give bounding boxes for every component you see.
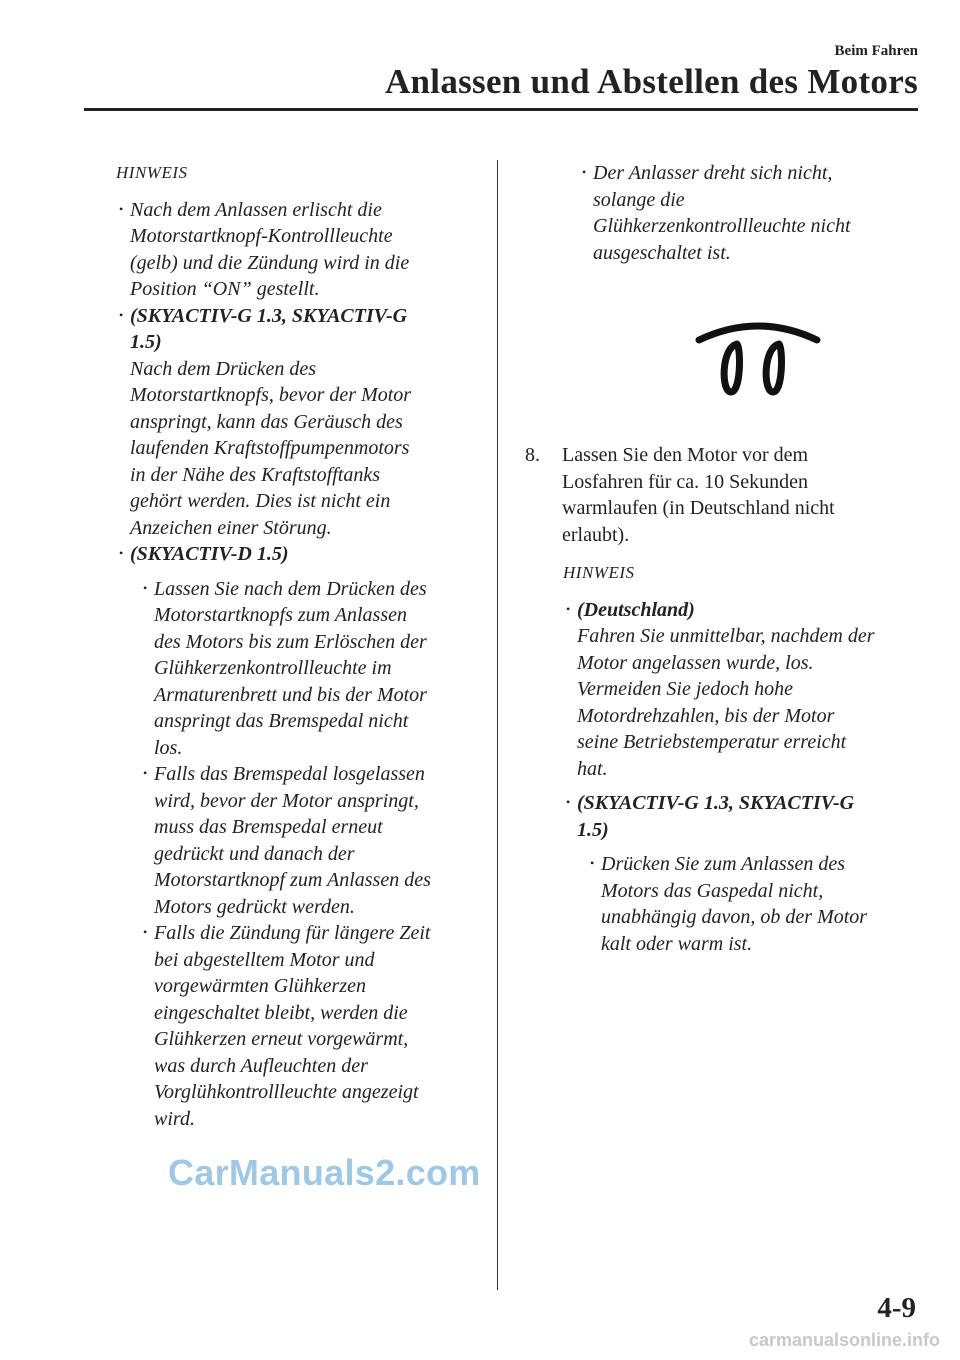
- sub-item-brake-released: [140, 761, 476, 920]
- text-line: Motordrehzahlen, bis der Motor: [577, 704, 835, 727]
- note-item-skyactiv-d: [116, 541, 476, 568]
- text-line: Motorstartknopf zum Anlassen des: [154, 869, 431, 891]
- sub-item-brake-hold: [140, 576, 476, 762]
- note-item-ignition: [116, 197, 476, 303]
- text-line: (gelb) und die Zündung wird in die: [130, 251, 410, 274]
- text-line: Glühkerzenkontrollleuchte im: [154, 657, 392, 679]
- text-line: • Nach dem Anlassen erlischt die: [130, 198, 382, 221]
- header-section-label: Beim Fahren: [834, 43, 918, 59]
- item-heading: • (SKYACTIV-G 1.3, SKYACTIV-G: [130, 304, 408, 327]
- text-line: Lassen Sie den Motor vor dem: [562, 444, 809, 466]
- text-line: Fahren Sie unmittelbar, nachdem der: [577, 625, 875, 647]
- right-column-note: [563, 560, 933, 957]
- text-line: anspringt, kann das Geräusch des: [130, 410, 403, 433]
- text-line: Anzeichen einer Störung.: [130, 516, 332, 539]
- text-line: • Der Anlasser dreht sich nicht,: [593, 162, 833, 184]
- page-number: 4-9: [877, 1292, 916, 1324]
- text-line: Vorglühkontrollleuchte angezeigt: [154, 1081, 419, 1103]
- sub-item-preheat: [140, 920, 476, 1132]
- watermark-logo: CarManuals2.com: [168, 1152, 481, 1193]
- text-line: Armaturenbrett und bis der Motor: [154, 683, 427, 706]
- text-line: los.: [154, 736, 183, 759]
- right-column-top: [525, 160, 925, 266]
- footer-url-watermark: carmanualsonline.info: [748, 1330, 940, 1350]
- item-heading: 1.5): [130, 331, 162, 353]
- text-line: • Falls die Zündung für längere Zeit: [154, 922, 431, 944]
- text-line: Position “ON” gestellt.: [130, 278, 320, 300]
- text-line: • Falls das Bremspedal losgelassen: [154, 763, 425, 785]
- text-line: muss das Bremspedal erneut: [154, 816, 383, 838]
- text-line: kalt oder warm ist.: [601, 932, 753, 955]
- text-line: Motor angelassen wurde, los.: [577, 651, 814, 674]
- text-line: gehört werden. Dies ist nicht ein: [130, 490, 391, 512]
- text-line: • Lassen Sie nach dem Drücken des: [154, 577, 427, 600]
- item-heading: • (Deutschland): [577, 598, 695, 621]
- header-rule: [84, 108, 918, 111]
- note-item-skyactiv-g: [116, 303, 476, 542]
- text-line: was durch Aufleuchten der: [154, 1054, 368, 1077]
- text-line: Vermeiden Sie jedoch hohe: [577, 678, 794, 700]
- text-line: bei abgestelltem Motor und: [154, 948, 375, 971]
- text-line: solange die: [593, 188, 685, 211]
- text-line: anspringt das Bremspedal nicht: [154, 710, 409, 732]
- text-line: hat.: [577, 757, 608, 780]
- text-line: ausgeschaltet ist.: [593, 241, 731, 264]
- text-line: in der Nähe des Kraftstofftanks: [130, 463, 380, 486]
- text-line: des Motors bis zum Erlöschen der: [154, 630, 427, 653]
- text-line: Losfahren für ca. 10 Sekunden: [562, 470, 809, 493]
- text-line: Glühkerzenkontrollleuchte nicht: [593, 215, 851, 237]
- text-line: laufenden Kraftstoffpumpenmotors: [130, 437, 410, 459]
- left-column: [116, 160, 476, 1132]
- text-line: seine Betriebstemperatur erreicht: [577, 731, 847, 753]
- glow-plug-indicator-icon: [693, 318, 823, 400]
- note-heading: HINWEIS: [563, 563, 635, 582]
- text-line: wird.: [154, 1107, 195, 1130]
- text-line: Motorstartknopf-Kontrollleuchte: [130, 225, 393, 247]
- note-heading: HINWEIS: [116, 163, 188, 182]
- text-line: wird, bevor der Motor anspringt,: [154, 789, 419, 812]
- text-line: Nach dem Drücken des: [130, 357, 317, 380]
- text-line: Motorstartknopfs zum Anlassen: [154, 604, 407, 626]
- text-line: gedrückt und danach der: [154, 842, 355, 865]
- text-line: Motors das Gaspedal nicht,: [601, 879, 824, 902]
- text-line: unabhängig davon, ob der Motor: [601, 906, 868, 928]
- item-heading: • (SKYACTIV-D 1.5): [130, 543, 289, 565]
- text-line: erlaubt).: [562, 523, 630, 546]
- text-line: Motors gedrückt werden.: [154, 895, 355, 918]
- sub-item-starter: [579, 160, 925, 266]
- item-heading: 1.5): [577, 818, 609, 841]
- column-divider: [497, 160, 498, 1290]
- text-line: Glühkerzen erneut vorgewärmt,: [154, 1028, 409, 1050]
- text-line: warmlaufen (in Deutschland nicht: [562, 497, 835, 519]
- text-line: Motorstartknopfs, bevor der Motor: [130, 384, 412, 406]
- note-item-skyactiv-g-accelerator: [563, 790, 933, 843]
- step-8: [525, 442, 925, 548]
- text-line: eingeschaltet bleibt, werden die: [154, 1001, 408, 1024]
- page-title: Anlassen und Abstellen des Motors: [384, 62, 918, 101]
- note-item-germany: [563, 597, 933, 783]
- sub-item-accelerator: [587, 851, 933, 957]
- text-line: vorgewärmten Glühkerzen: [154, 975, 366, 997]
- item-heading: • (SKYACTIV-G 1.3, SKYACTIV-G: [577, 792, 855, 814]
- step-number: 8.: [525, 444, 540, 466]
- text-line: • Drücken Sie zum Anlassen des: [601, 853, 846, 875]
